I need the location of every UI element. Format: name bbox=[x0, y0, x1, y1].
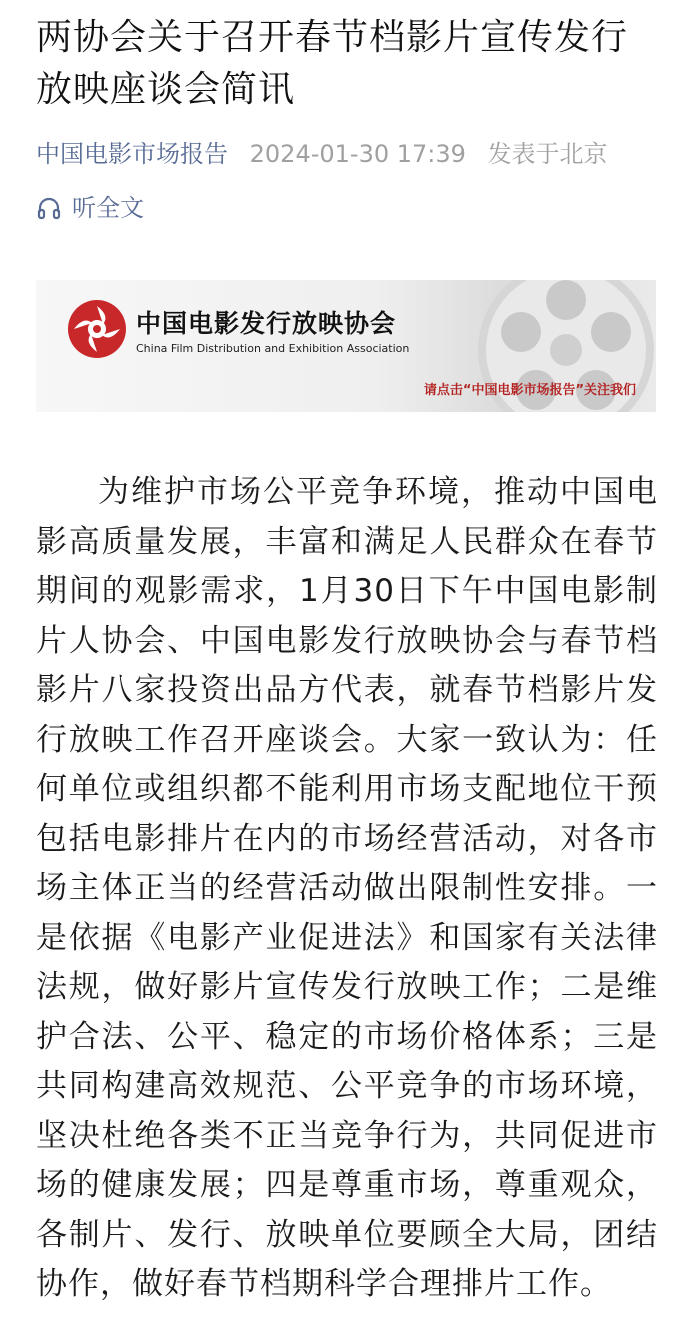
association-banner-image bbox=[36, 280, 656, 412]
article-meta bbox=[36, 136, 676, 172]
listen-full-text-button[interactable] bbox=[36, 190, 144, 226]
headphones-icon bbox=[36, 195, 62, 221]
association-name-cn: 中国电影发行放映协会 bbox=[136, 309, 397, 338]
association-name-en: China Film Distribution and Exhibition Association bbox=[136, 342, 410, 355]
article-body: 为维护市场公平竞争环境，推动中国电影高质量发展，丰富和满足人民群众在春节期间的观影需求，1月30日下午中国电影制片人协会、中国电影发行放映协会与春节档影片八家投资出品方代表，就春节档影片发行放映工作召开座谈会。大家一致认为：任何单位或组织都不能利用市场支配地位干预包括电影排片在内的市场经营活动，对各市场主体正当的经营活动做出限制性安排。一是依据《电影产业促进法》和国家有关法律法规，做好影片宣传发行放映工作；二是维护合法、公平、稳定的市场价格体系；三是共同构建高效规范、公平竞争的市场环境，坚决杜绝各类不正当竞争行为，共同促进市场的健康发展；四是尊重市场，尊重观众，各制片、发行、放映单位要顾全大局，团结协作，做好春节档期科学合理排片工作。 bbox=[36, 474, 658, 1302]
account-name-link[interactable]: 中国电影市场报告 bbox=[36, 140, 228, 168]
publish-time: 2024-01-30 17:39 bbox=[249, 140, 466, 168]
film-reel-logo-icon bbox=[66, 298, 128, 360]
listen-label: 听全文 bbox=[72, 194, 144, 222]
follow-prompt: 请点击“中国电影市场报告”关注我们 bbox=[423, 383, 636, 398]
publish-location: 发表于北京 bbox=[487, 140, 608, 168]
article-title: 两协会关于召开春节档影片宣传发行放映座谈会简讯 bbox=[36, 17, 629, 110]
